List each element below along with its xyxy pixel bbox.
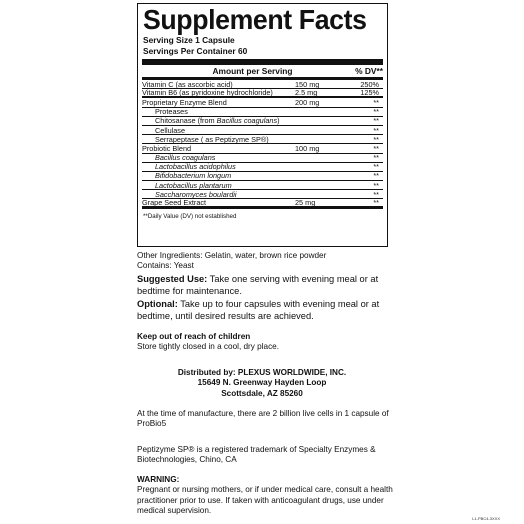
nutrient-name: Grape Seed Extract bbox=[142, 198, 207, 208]
other-ingredients bbox=[137, 251, 392, 272]
warning-text: Pregnant or nursing mothers, or if under medical care, consult a health practitioner prior to use. If taken with anticoagulant drugs, use under medical supervision. bbox=[137, 485, 393, 515]
distributor-block bbox=[137, 368, 387, 399]
serving-size: Serving Size 1 Capsule bbox=[143, 35, 235, 45]
nutrient-dv: ** bbox=[373, 143, 379, 153]
nutrient-name: Lactobacillus plantarum bbox=[155, 180, 232, 190]
nutrient-amount: 2.5 mg bbox=[295, 88, 318, 98]
trademark-note: Peptizyme SP® is a registered trademark of Specialty Enzymes & Biotechnologies, Chino, CA bbox=[137, 445, 376, 465]
name-part-italic: Bacillus coagulans bbox=[216, 116, 278, 126]
nutrient-name: Cellulase bbox=[155, 125, 186, 135]
suggested-use bbox=[137, 273, 387, 298]
nutrient-name: Lactobacillus acidophilus bbox=[155, 162, 236, 172]
nutrient-dv: ** bbox=[373, 97, 379, 107]
storage-text: Store tightly closed in a cool, dry place. bbox=[137, 342, 279, 352]
suggested-use-text: Take one serving with evening meal or at bedtime for maintenance. bbox=[137, 274, 379, 297]
nutrient-name: Bacillus coagulans bbox=[155, 153, 216, 163]
nutrient-dv: ** bbox=[373, 189, 379, 199]
storage-heading: Keep out of reach of children bbox=[137, 332, 251, 341]
nutrient-dv: 125% bbox=[360, 88, 379, 98]
nutrient-amount: 25 mg bbox=[295, 198, 316, 208]
header-amount: Amount per Serving bbox=[212, 66, 293, 76]
nutrient-dv: ** bbox=[373, 171, 379, 181]
nutrient-name: Vitamin C (as ascorbic acid) bbox=[142, 79, 233, 89]
nutrient-name: Proprietary Enzyme Blend bbox=[142, 97, 227, 107]
nutrient-dv: ** bbox=[373, 162, 379, 172]
header-dv: % DV** bbox=[355, 66, 383, 76]
nutrient-name: Probiotic Blend bbox=[142, 143, 192, 153]
name-part: ) bbox=[277, 116, 280, 126]
distributor-line: Scottsdale, AZ 85260 bbox=[221, 388, 303, 398]
distributor-line: 15649 N. Greenway Hayden Loop bbox=[197, 378, 327, 388]
name-part: Chitosanase (from bbox=[155, 116, 217, 126]
nutrient-name: Proteases bbox=[155, 107, 188, 117]
dv-footnote: **Daily Value (DV) not established bbox=[143, 212, 237, 220]
nutrient-amount: 100 mg bbox=[295, 143, 320, 153]
nutrient-name: Bifidobacterium longum bbox=[155, 171, 232, 181]
servings-per-container: Servings Per Container 60 bbox=[143, 45, 248, 56]
label-code: L1-PBC4-3XXX bbox=[472, 516, 500, 521]
warning-section bbox=[137, 475, 395, 516]
nutrient-dv: ** bbox=[373, 134, 379, 144]
other-ingredients-text: Other Ingredients: Gelatin, water, brown rice powder bbox=[137, 251, 327, 260]
nutrient-dv: ** bbox=[373, 180, 379, 190]
nutrient-dv: 250% bbox=[360, 79, 379, 89]
nutrient-row bbox=[142, 199, 383, 208]
nutrient-amount: 150 mg bbox=[295, 79, 320, 89]
nutrient-dv: ** bbox=[373, 125, 379, 135]
nutrient-name: Vitamin B6 (as pyridoxine hydrochloride) bbox=[142, 88, 273, 98]
supplement-facts-panel bbox=[137, 3, 388, 247]
nutrient-dv: ** bbox=[373, 153, 379, 163]
optional-use-label: Optional: bbox=[137, 299, 178, 309]
manufacture-note: At the time of manufacture, there are 2 billion live cells in 1 capsule of ProBio5 bbox=[137, 409, 389, 429]
nutrient-dv: ** bbox=[373, 116, 379, 126]
nutrient-dv: ** bbox=[373, 198, 379, 208]
storage-section bbox=[137, 332, 392, 353]
nutrient-name: Saccharomyces boulardii bbox=[155, 189, 237, 199]
distributor-line: Distributed by: PLEXUS WORLDWIDE, INC. bbox=[177, 368, 347, 377]
warning-heading: WARNING: bbox=[137, 475, 180, 484]
nutrient-name bbox=[142, 116, 295, 125]
optional-use-text: Take up to four capsules with evening meal or at bedtime, until desired results are achieved. bbox=[137, 299, 380, 322]
nutrient-amount: 200 mg bbox=[295, 97, 320, 107]
facts-title: Supplement Facts bbox=[143, 4, 367, 35]
nutrient-dv: ** bbox=[373, 107, 379, 117]
facts-header-row bbox=[142, 65, 383, 77]
nutrient-name: Serrapeptase ( as Peptizyme SP®) bbox=[155, 134, 269, 144]
optional-use bbox=[137, 298, 387, 323]
contains-text: Contains: Yeast bbox=[137, 261, 194, 271]
suggested-use-label: Suggested Use: bbox=[137, 274, 208, 284]
